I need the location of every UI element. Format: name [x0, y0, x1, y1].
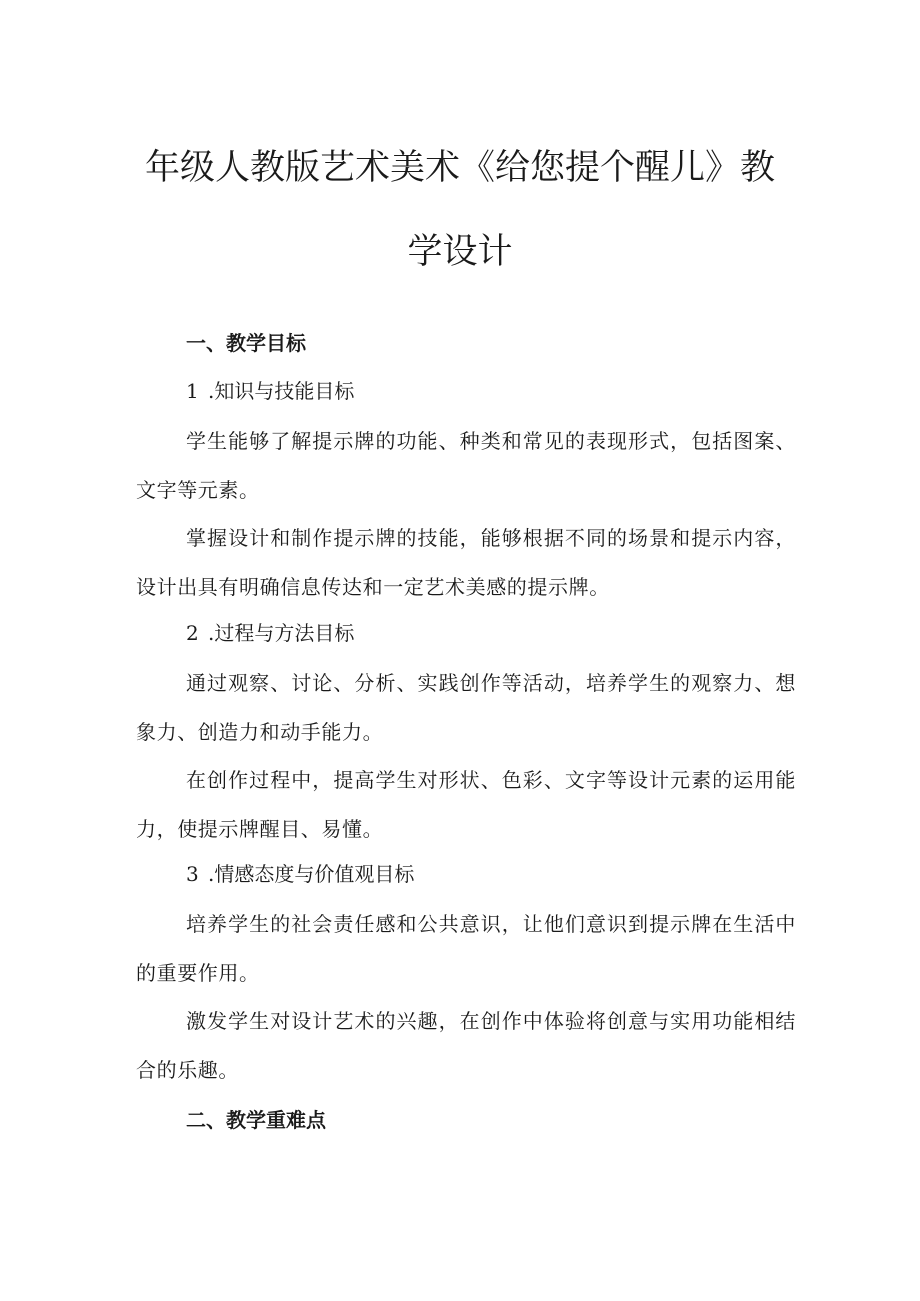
subsection-number: 1 [186, 379, 199, 403]
subsection-heading-knowledge-skills [186, 377, 354, 405]
paragraph: 通过观察、讨论、分析、实践创作等活动，培养学生的观察力、想象力、创造力和动手能力。 [136, 671, 796, 744]
subsection-label: .知识与技能目标 [208, 379, 355, 403]
document-title-line-2: 学设计 [407, 232, 513, 272]
subsection-number: 2 [186, 621, 199, 645]
section-heading-teaching-goals: 一、教学目标 [186, 331, 306, 355]
document-title-line-1: 年级人教版艺术美术《给您提个醒儿》教 [144, 148, 775, 188]
paragraph: 掌握设计和制作提示牌的技能，能够根据不同的场景和提示内容，设计出具有明确信息传达和一定艺术美感的提示牌。 [136, 526, 796, 599]
subsection-number: 3 [186, 862, 199, 886]
paragraph: 学生能够了解提示牌的功能、种类和常见的表现形式，包括图案、文字等元素。 [136, 429, 796, 502]
subsection-label: .情感态度与价值观目标 [208, 862, 415, 886]
subsection-heading-emotion-values [186, 860, 414, 888]
subsection-heading-process-methods [186, 619, 354, 647]
paragraph: 激发学生对设计艺术的兴趣，在创作中体验将创意与实用功能相结合的乐趣。 [136, 1009, 796, 1082]
paragraph: 在创作过程中，提高学生对形状、色彩、文字等设计元素的运用能力，使提示牌醒目、易懂。 [136, 768, 796, 841]
section-heading-key-difficulties: 二、教学重难点 [186, 1108, 326, 1132]
subsection-label: .过程与方法目标 [208, 621, 355, 645]
paragraph: 培养学生的社会责任感和公共意识，让他们意识到提示牌在生活中的重要作用。 [136, 912, 796, 985]
